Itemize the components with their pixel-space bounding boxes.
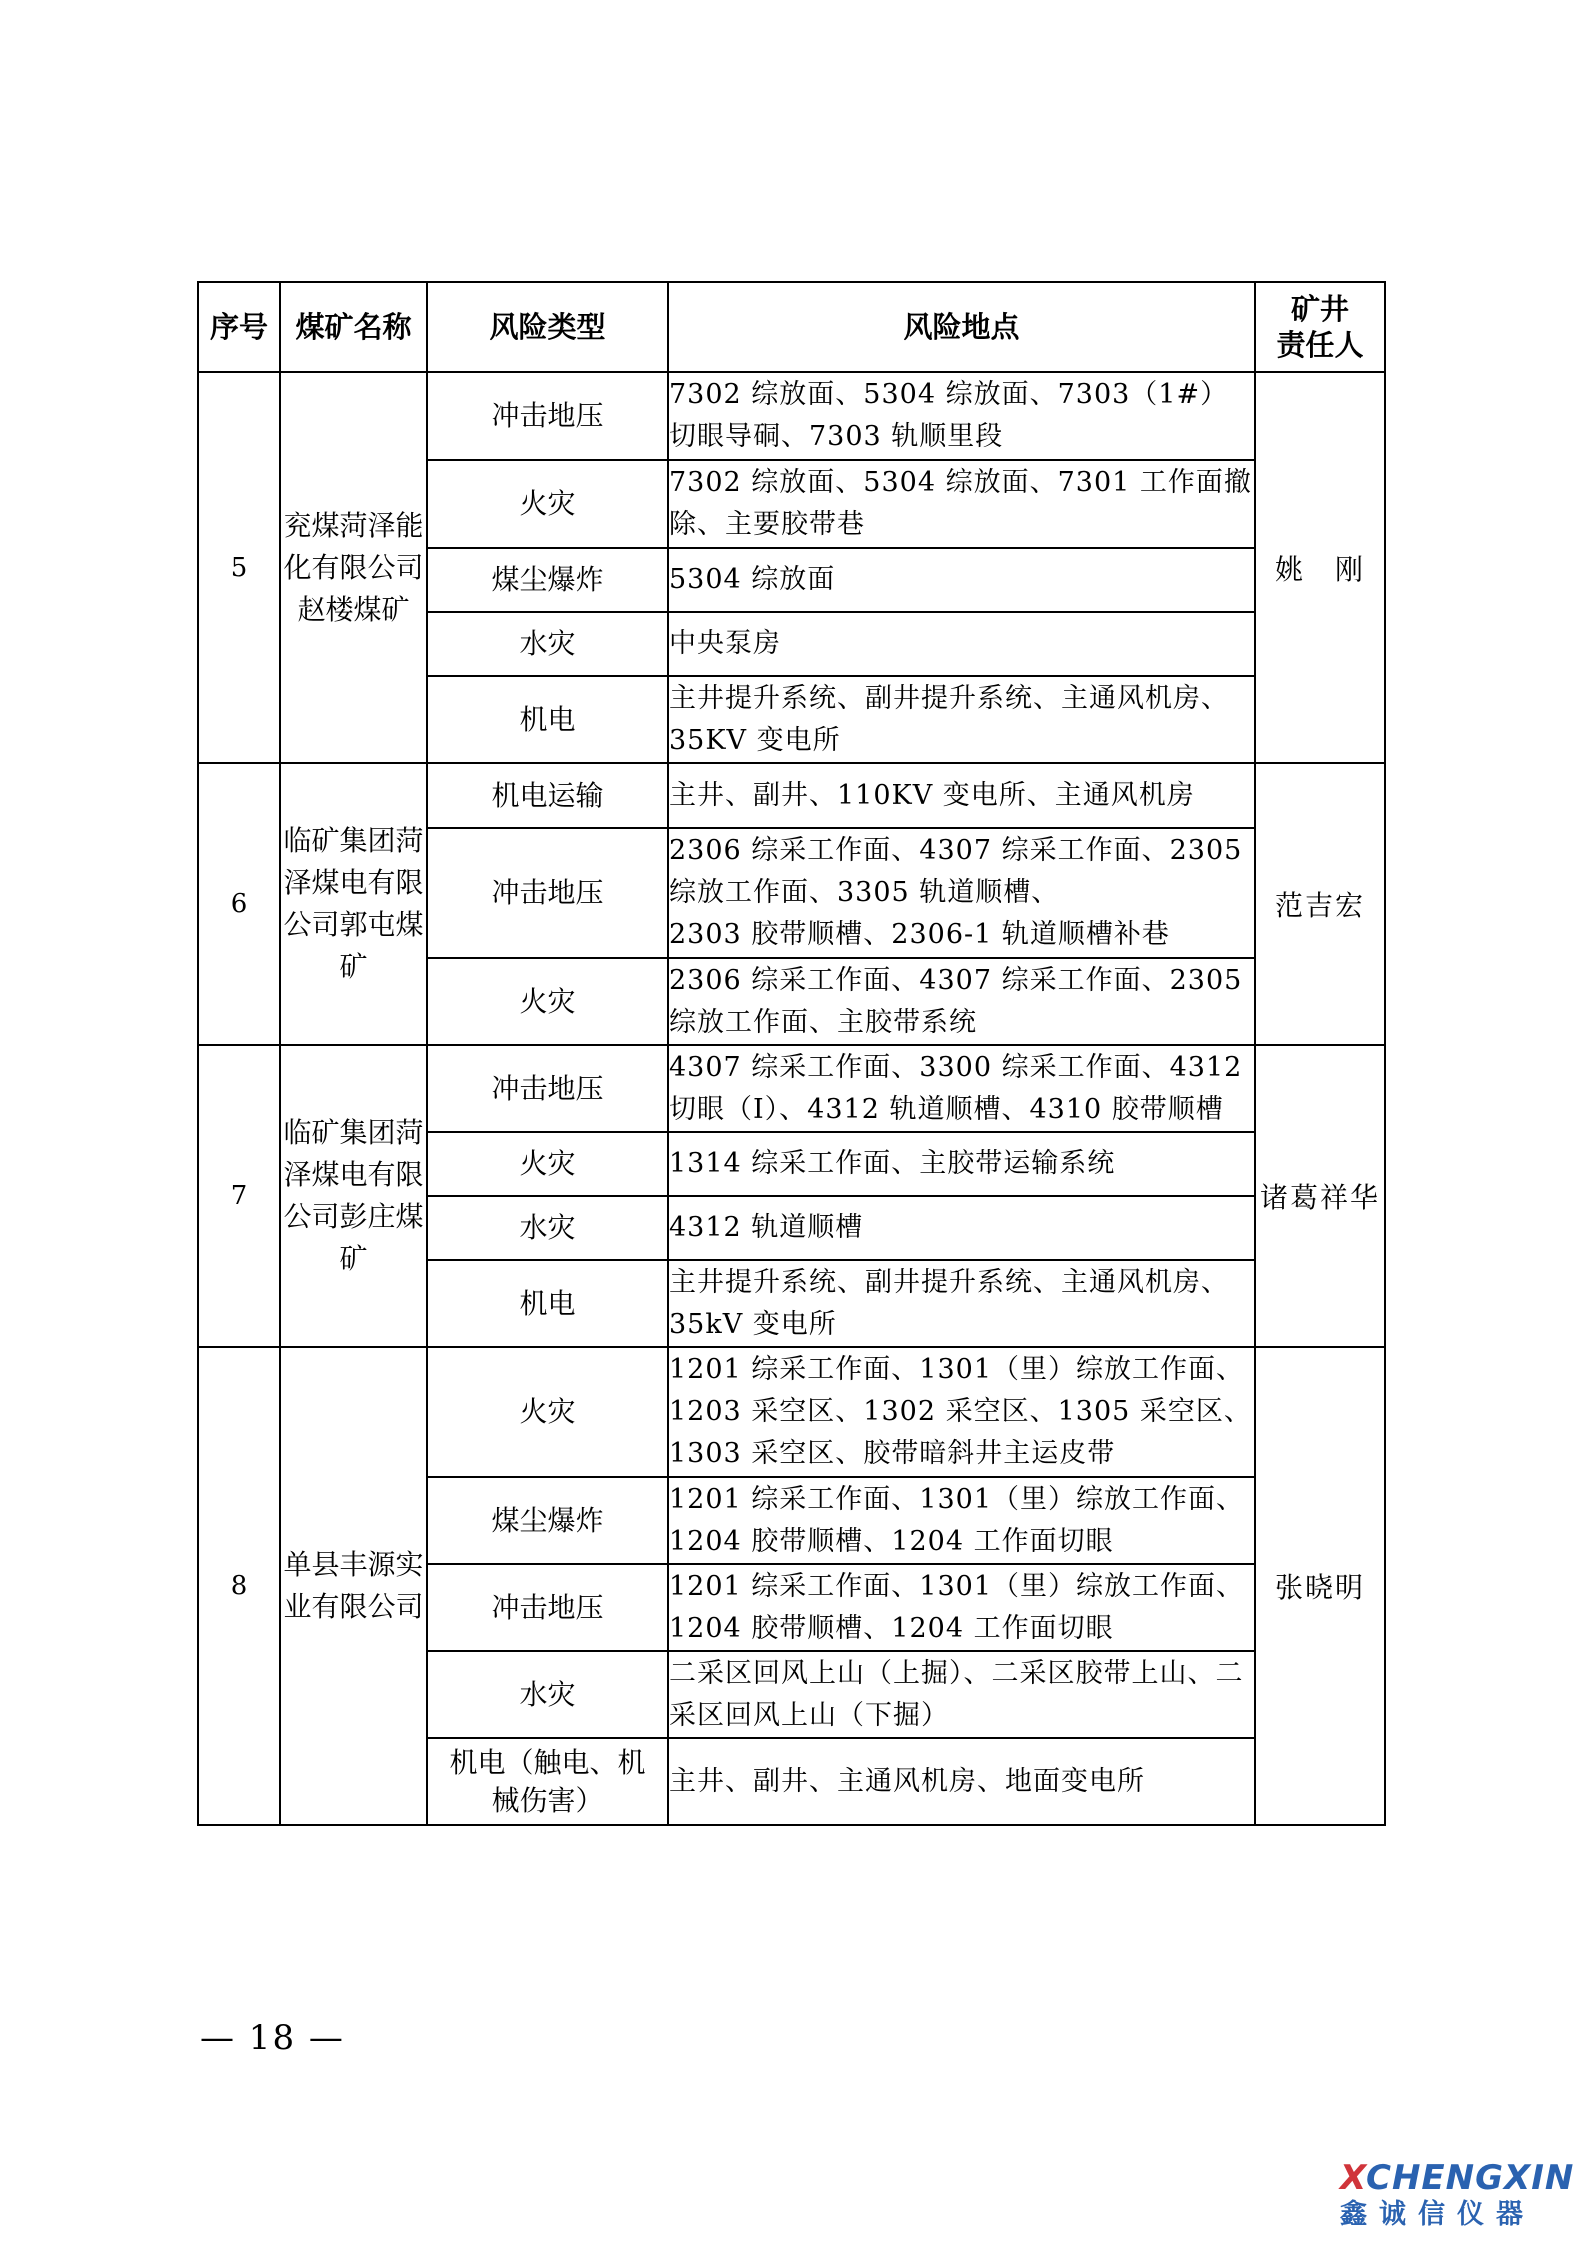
page-number: — 18 — xyxy=(200,2018,345,2058)
table-row xyxy=(198,372,1385,460)
risk-type-cell: 煤尘爆炸 xyxy=(427,1477,668,1564)
risk-location-cell: 7302 综放面、5304 综放面、7303（1#）切眼导硐、7303 轨顺里段 xyxy=(668,372,1255,460)
risk-location-cell: 7302 综放面、5304 综放面、7301 工作面撤除、主要胶带巷 xyxy=(668,460,1255,548)
risk-type-cell: 机电（触电、机械伤害） xyxy=(427,1738,668,1825)
risk-type-cell: 水灾 xyxy=(427,612,668,676)
risk-location-cell: 1201 综采工作面、1301（里）综放工作面、1204 胶带顺槽、1204 工作面切眼 xyxy=(668,1564,1255,1651)
risk-type-cell: 冲击地压 xyxy=(427,372,668,460)
risk-location-cell: 4312 轨道顺槽 xyxy=(668,1196,1255,1260)
risk-location-cell: 2306 综采工作面、4307 综采工作面、2305 综放工作面、3305 轨道顺槽、 2303 胶带顺槽、2306-1 轨道顺槽补巷 xyxy=(668,828,1255,958)
risk-location-cell: 4307 综采工作面、3300 综采工作面、4312 切眼（Ⅰ）、4312 轨道顺槽、4310 胶带顺槽 xyxy=(668,1045,1255,1132)
table-row xyxy=(198,1045,1385,1132)
risk-type-cell: 水灾 xyxy=(427,1651,668,1738)
header-seq: 序号 xyxy=(198,282,280,372)
header-responsible-person: 矿井 责任人 xyxy=(1255,282,1385,372)
seq-cell: 8 xyxy=(198,1347,280,1825)
risk-location-cell: 中央泵房 xyxy=(668,612,1255,676)
table-row xyxy=(198,763,1385,828)
risk-type-cell: 火灾 xyxy=(427,1347,668,1477)
mine-name-cell: 兖煤菏泽能化有限公司赵楼煤矿 xyxy=(280,372,427,763)
risk-type-cell: 水灾 xyxy=(427,1196,668,1260)
risk-type-cell: 火灾 xyxy=(427,958,668,1045)
risk-location-cell: 二采区回风上山（上掘）、二采区胶带上山、二采区回风上山（下掘） xyxy=(668,1651,1255,1738)
responsible-person-cell: 张晓明 xyxy=(1255,1347,1385,1825)
risk-type-cell: 冲击地压 xyxy=(427,1045,668,1132)
table-row xyxy=(198,1347,1385,1477)
risk-type-cell: 机电 xyxy=(427,676,668,763)
risk-location-cell: 1201 综采工作面、1301（里）综放工作面、1203 采空区、1302 采空区、1305 采空区、1303 采空区、胶带暗斜井主运皮带 xyxy=(668,1347,1255,1477)
risk-location-cell: 主井、副井、主通风机房、地面变电所 xyxy=(668,1738,1255,1825)
risk-table xyxy=(197,281,1386,1826)
mine-name-cell: 临矿集团菏泽煤电有限公司郭屯煤矿 xyxy=(280,763,427,1045)
risk-location-cell: 主井提升系统、副井提升系统、主通风机房、35kV 变电所 xyxy=(668,1260,1255,1347)
watermark-x: X xyxy=(1340,2158,1367,2198)
risk-location-cell: 5304 综放面 xyxy=(668,548,1255,612)
risk-location-cell: 1201 综采工作面、1301（里）综放工作面、1204 胶带顺槽、1204 工作面切眼 xyxy=(668,1477,1255,1564)
risk-type-cell: 机电运输 xyxy=(427,763,668,828)
mine-name-cell: 单县丰源实业有限公司 xyxy=(280,1347,427,1825)
header-risk-type: 风险类型 xyxy=(427,282,668,372)
watermark-latin xyxy=(1340,2158,1580,2198)
mine-name-cell: 临矿集团菏泽煤电有限公司彭庄煤矿 xyxy=(280,1045,427,1347)
risk-location-cell: 主井提升系统、副井提升系统、主通风机房、35KV 变电所 xyxy=(668,676,1255,763)
risk-location-cell: 1314 综采工作面、主胶带运输系统 xyxy=(668,1132,1255,1196)
responsible-person-cell: 诸葛祥华 xyxy=(1255,1045,1385,1347)
risk-location-cell: 主井、副井、110KV 变电所、主通风机房 xyxy=(668,763,1255,828)
risk-type-cell: 煤尘爆炸 xyxy=(427,548,668,612)
watermark-logo xyxy=(1340,2158,1580,2238)
responsible-person-cell: 范吉宏 xyxy=(1255,763,1385,1045)
seq-cell: 6 xyxy=(198,763,280,1045)
watermark-chengxin: CHENGXIN xyxy=(1366,2158,1575,2198)
header-mine-name: 煤矿名称 xyxy=(280,282,427,372)
risk-type-cell: 冲击地压 xyxy=(427,1564,668,1651)
risk-location-cell: 2306 综采工作面、4307 综采工作面、2305 综放工作面、主胶带系统 xyxy=(668,958,1255,1045)
risk-type-cell: 火灾 xyxy=(427,460,668,548)
watermark-chinese: 鑫诚信仪器 xyxy=(1340,2199,1535,2230)
risk-type-cell: 机电 xyxy=(427,1260,668,1347)
table-header-row xyxy=(198,282,1385,372)
risk-type-cell: 冲击地压 xyxy=(427,828,668,958)
risk-type-cell: 火灾 xyxy=(427,1132,668,1196)
header-risk-location: 风险地点 xyxy=(668,282,1255,372)
responsible-person-cell: 姚 刚 xyxy=(1255,372,1385,763)
seq-cell: 5 xyxy=(198,372,280,763)
seq-cell: 7 xyxy=(198,1045,280,1347)
